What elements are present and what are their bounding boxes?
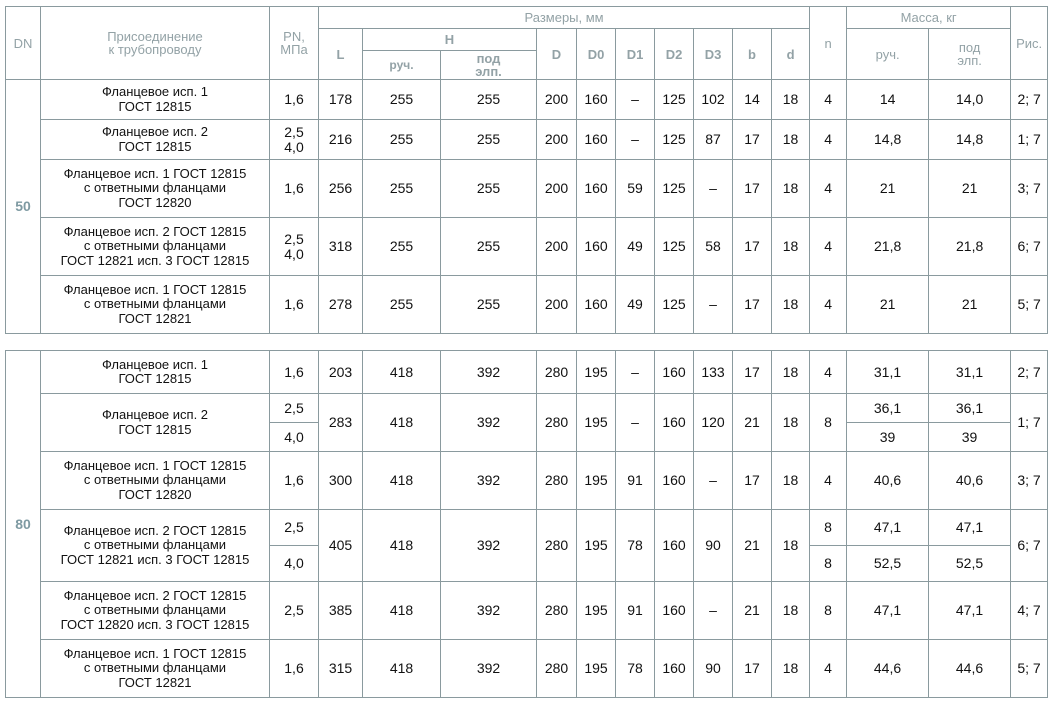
dim-D1: 91 xyxy=(616,582,655,640)
n-cell: 4 xyxy=(810,276,847,334)
dim-D1: 78 xyxy=(616,640,655,698)
dim-Hr: 418 xyxy=(363,351,441,394)
mass-elec: 39 xyxy=(929,423,1011,452)
dim-d: 18 xyxy=(772,120,810,160)
dim-D1: 49 xyxy=(616,276,655,334)
mass-elec: 47,1 xyxy=(929,510,1011,546)
dn-value: 80 xyxy=(6,351,41,698)
dim-b: 17 xyxy=(733,276,772,334)
table-row xyxy=(6,640,1048,698)
connection-cell: Фланцевое исп. 1 ГОСТ 12815 с ответными фланцами ГОСТ 12820 xyxy=(41,452,270,510)
table-row xyxy=(6,120,1048,160)
header-L: L xyxy=(319,29,363,80)
dim-D3: 90 xyxy=(694,640,733,698)
connection-cell: Фланцевое исп. 2 ГОСТ 12815 xyxy=(41,120,270,160)
mass-manual: 39 xyxy=(847,423,929,452)
dim-D3: 58 xyxy=(694,218,733,276)
header-D: D xyxy=(537,29,577,80)
dim-d: 18 xyxy=(772,582,810,640)
dim-D2: 160 xyxy=(655,640,694,698)
mass-elec: 14,0 xyxy=(929,80,1011,120)
dim-D0: 195 xyxy=(577,394,616,452)
header-dn: DN xyxy=(6,7,41,80)
pn-cell: 1,6 xyxy=(270,160,319,218)
pn-cell: 2,5 4,0 xyxy=(270,218,319,276)
dim-b: 21 xyxy=(733,394,772,452)
mass-elec: 14,8 xyxy=(929,120,1011,160)
dim-b: 17 xyxy=(733,160,772,218)
dim-D1: 49 xyxy=(616,218,655,276)
dim-D2: 160 xyxy=(655,582,694,640)
dim-Hr: 255 xyxy=(363,80,441,120)
dim-b: 21 xyxy=(733,582,772,640)
n-cell: 8 xyxy=(810,546,847,582)
dim-D: 280 xyxy=(537,640,577,698)
header-mass-manual: руч. xyxy=(847,29,929,80)
spec-table-dn80 xyxy=(5,350,1048,698)
dim-Hr: 418 xyxy=(363,510,441,582)
dim-He: 255 xyxy=(441,120,537,160)
dim-b: 17 xyxy=(733,218,772,276)
dim-d: 18 xyxy=(772,351,810,394)
header-d: d xyxy=(772,29,810,80)
dim-L: 318 xyxy=(319,218,363,276)
dim-d: 18 xyxy=(772,452,810,510)
mass-manual: 36,1 xyxy=(847,394,929,423)
dim-L: 385 xyxy=(319,582,363,640)
pn-cell: 2,5 xyxy=(270,582,319,640)
mass-elec: 36,1 xyxy=(929,394,1011,423)
header-H-manual: руч. xyxy=(363,51,441,80)
fig-cell: 1; 7 xyxy=(1011,394,1048,452)
dim-D3: – xyxy=(694,582,733,640)
dim-D1: – xyxy=(616,351,655,394)
fig-cell: 4; 7 xyxy=(1011,582,1048,640)
dim-D: 200 xyxy=(537,218,577,276)
fig-cell: 5; 7 xyxy=(1011,276,1048,334)
dim-D1: 59 xyxy=(616,160,655,218)
dim-D: 280 xyxy=(537,394,577,452)
dim-He: 392 xyxy=(441,351,537,394)
dim-D3: – xyxy=(694,160,733,218)
header-connection: Присоединение к трубопроводу xyxy=(41,7,270,80)
pn-cell: 2,5 4,0 xyxy=(270,120,319,160)
header-pn: PN, МПа xyxy=(270,7,319,80)
dim-Hr: 255 xyxy=(363,276,441,334)
dim-b: 17 xyxy=(733,120,772,160)
dim-L: 300 xyxy=(319,452,363,510)
dim-Hr: 418 xyxy=(363,582,441,640)
dim-D2: 125 xyxy=(655,276,694,334)
dn-value: 50 xyxy=(6,80,41,334)
dim-D0: 160 xyxy=(577,80,616,120)
table-row xyxy=(6,510,1048,546)
mass-elec: 21,8 xyxy=(929,218,1011,276)
dim-D0: 160 xyxy=(577,120,616,160)
dim-D0: 195 xyxy=(577,582,616,640)
fig-cell: 6; 7 xyxy=(1011,218,1048,276)
header-mass: Масса, кг xyxy=(847,7,1011,29)
dim-He: 392 xyxy=(441,394,537,452)
dim-He: 255 xyxy=(441,218,537,276)
dim-D: 280 xyxy=(537,452,577,510)
header-dimensions: Размеры, мм xyxy=(319,7,810,29)
dim-L: 405 xyxy=(319,510,363,582)
mass-manual: 21 xyxy=(847,276,929,334)
connection-cell: Фланцевое исп. 1 ГОСТ 12815 с ответными фланцами ГОСТ 12821 xyxy=(41,276,270,334)
dim-L: 256 xyxy=(319,160,363,218)
mass-manual: 44,6 xyxy=(847,640,929,698)
pn-cell: 1,6 xyxy=(270,351,319,394)
dim-He: 255 xyxy=(441,160,537,218)
mass-elec: 52,5 xyxy=(929,546,1011,582)
dim-D1: – xyxy=(616,394,655,452)
fig-cell: 3; 7 xyxy=(1011,160,1048,218)
table-row xyxy=(6,276,1048,334)
n-cell: 4 xyxy=(810,160,847,218)
connection-cell: Фланцевое исп. 1 ГОСТ 12815 с ответными фланцами ГОСТ 12820 xyxy=(41,160,270,218)
dim-D2: 125 xyxy=(655,160,694,218)
fig-cell: 2; 7 xyxy=(1011,351,1048,394)
table-row xyxy=(6,160,1048,218)
n-cell: 4 xyxy=(810,640,847,698)
dim-D1: – xyxy=(616,120,655,160)
dim-b: 17 xyxy=(733,452,772,510)
dim-D3: 133 xyxy=(694,351,733,394)
dim-b: 21 xyxy=(733,510,772,582)
dim-d: 18 xyxy=(772,218,810,276)
dim-L: 283 xyxy=(319,394,363,452)
connection-cell: Фланцевое исп. 1 ГОСТ 12815 xyxy=(41,80,270,120)
dim-D: 200 xyxy=(537,160,577,218)
dim-D: 280 xyxy=(537,582,577,640)
mass-manual: 21 xyxy=(847,160,929,218)
dim-D: 280 xyxy=(537,351,577,394)
fig-cell: 2; 7 xyxy=(1011,80,1048,120)
mass-manual: 14 xyxy=(847,80,929,120)
dim-D1: 91 xyxy=(616,452,655,510)
header-D1: D1 xyxy=(616,29,655,80)
n-cell: 8 xyxy=(810,394,847,452)
dim-D0: 160 xyxy=(577,276,616,334)
dim-He: 392 xyxy=(441,452,537,510)
dim-L: 216 xyxy=(319,120,363,160)
header-fig: Рис. xyxy=(1011,7,1048,80)
mass-manual: 21,8 xyxy=(847,218,929,276)
dim-Hr: 255 xyxy=(363,160,441,218)
dim-L: 203 xyxy=(319,351,363,394)
header-mass-elec: под элп. xyxy=(929,29,1011,80)
dim-d: 18 xyxy=(772,276,810,334)
dim-D: 200 xyxy=(537,120,577,160)
header-D3: D3 xyxy=(694,29,733,80)
table-row xyxy=(6,582,1048,640)
dim-Hr: 255 xyxy=(363,120,441,160)
fig-cell: 5; 7 xyxy=(1011,640,1048,698)
table-row xyxy=(6,351,1048,394)
mass-manual: 47,1 xyxy=(847,510,929,546)
connection-cell: Фланцевое исп. 1 ГОСТ 12815 с ответными фланцами ГОСТ 12821 xyxy=(41,640,270,698)
n-cell: 4 xyxy=(810,452,847,510)
header-n: n xyxy=(810,7,847,80)
mass-elec: 40,6 xyxy=(929,452,1011,510)
header-D0: D0 xyxy=(577,29,616,80)
mass-elec: 21 xyxy=(929,276,1011,334)
dim-L: 278 xyxy=(319,276,363,334)
dim-D0: 160 xyxy=(577,160,616,218)
fig-cell: 6; 7 xyxy=(1011,510,1048,582)
dim-d: 18 xyxy=(772,80,810,120)
dim-L: 315 xyxy=(319,640,363,698)
n-cell: 4 xyxy=(810,218,847,276)
dim-D0: 195 xyxy=(577,640,616,698)
dim-D2: 160 xyxy=(655,510,694,582)
dim-He: 392 xyxy=(441,640,537,698)
dim-He: 255 xyxy=(441,80,537,120)
dim-D2: 125 xyxy=(655,80,694,120)
dim-Hr: 418 xyxy=(363,640,441,698)
dim-D1: 78 xyxy=(616,510,655,582)
dim-L: 178 xyxy=(319,80,363,120)
table-row xyxy=(6,452,1048,510)
dim-D2: 125 xyxy=(655,218,694,276)
n-cell: 4 xyxy=(810,120,847,160)
pn-cell: 1,6 xyxy=(270,452,319,510)
dim-D3: – xyxy=(694,276,733,334)
dim-D: 200 xyxy=(537,276,577,334)
dim-D2: 125 xyxy=(655,120,694,160)
dim-D0: 160 xyxy=(577,218,616,276)
dim-Hr: 418 xyxy=(363,452,441,510)
dim-Hr: 255 xyxy=(363,218,441,276)
fig-cell: 1; 7 xyxy=(1011,120,1048,160)
n-cell: 4 xyxy=(810,80,847,120)
dim-D: 200 xyxy=(537,80,577,120)
connection-cell: Фланцевое исп. 2 ГОСТ 12815 с ответными фланцами ГОСТ 12821 исп. 3 ГОСТ 12815 xyxy=(41,510,270,582)
mass-manual: 52,5 xyxy=(847,546,929,582)
connection-cell: Фланцевое исп. 2 ГОСТ 12815 с ответными фланцами ГОСТ 12820 исп. 3 ГОСТ 12815 xyxy=(41,582,270,640)
dim-D0: 195 xyxy=(577,510,616,582)
n-cell: 4 xyxy=(810,351,847,394)
dim-d: 18 xyxy=(772,640,810,698)
mass-elec: 21 xyxy=(929,160,1011,218)
mass-elec: 47,1 xyxy=(929,582,1011,640)
pn-cell: 2,5 xyxy=(270,394,319,423)
dim-d: 18 xyxy=(772,510,810,582)
dim-D1: – xyxy=(616,80,655,120)
pn-cell: 2,5 xyxy=(270,510,319,546)
dim-D: 280 xyxy=(537,510,577,582)
connection-cell: Фланцевое исп. 2 ГОСТ 12815 xyxy=(41,394,270,452)
dim-D3: – xyxy=(694,452,733,510)
dim-Hr: 418 xyxy=(363,394,441,452)
dim-D3: 120 xyxy=(694,394,733,452)
table-row xyxy=(6,80,1048,120)
dim-d: 18 xyxy=(772,394,810,452)
dim-D2: 160 xyxy=(655,394,694,452)
mass-manual: 47,1 xyxy=(847,582,929,640)
pn-cell: 4,0 xyxy=(270,423,319,452)
dim-D2: 160 xyxy=(655,351,694,394)
pn-cell: 4,0 xyxy=(270,546,319,582)
dim-D0: 195 xyxy=(577,452,616,510)
dim-d: 18 xyxy=(772,160,810,218)
mass-manual: 31,1 xyxy=(847,351,929,394)
table-row xyxy=(6,218,1048,276)
dim-He: 392 xyxy=(441,582,537,640)
header-b: b xyxy=(733,29,772,80)
header-D2: D2 xyxy=(655,29,694,80)
dim-b: 17 xyxy=(733,640,772,698)
table-row xyxy=(6,394,1048,423)
header-H-elec: под элп. xyxy=(441,51,537,80)
dim-He: 255 xyxy=(441,276,537,334)
pn-cell: 1,6 xyxy=(270,640,319,698)
connection-cell: Фланцевое исп. 1 ГОСТ 12815 xyxy=(41,351,270,394)
connection-cell: Фланцевое исп. 2 ГОСТ 12815 с ответными фланцами ГОСТ 12821 исп. 3 ГОСТ 12815 xyxy=(41,218,270,276)
fig-cell: 3; 7 xyxy=(1011,452,1048,510)
pn-cell: 1,6 xyxy=(270,80,319,120)
dim-b: 14 xyxy=(733,80,772,120)
spec-table-dn50 xyxy=(5,6,1048,334)
dim-D3: 102 xyxy=(694,80,733,120)
dim-D3: 87 xyxy=(694,120,733,160)
dim-He: 392 xyxy=(441,510,537,582)
mass-elec: 44,6 xyxy=(929,640,1011,698)
n-cell: 8 xyxy=(810,582,847,640)
pn-cell: 1,6 xyxy=(270,276,319,334)
dim-b: 17 xyxy=(733,351,772,394)
dim-D0: 195 xyxy=(577,351,616,394)
dim-D2: 160 xyxy=(655,452,694,510)
mass-elec: 31,1 xyxy=(929,351,1011,394)
n-cell: 8 xyxy=(810,510,847,546)
mass-manual: 14,8 xyxy=(847,120,929,160)
mass-manual: 40,6 xyxy=(847,452,929,510)
dim-D3: 90 xyxy=(694,510,733,582)
header-H: H xyxy=(363,29,537,51)
